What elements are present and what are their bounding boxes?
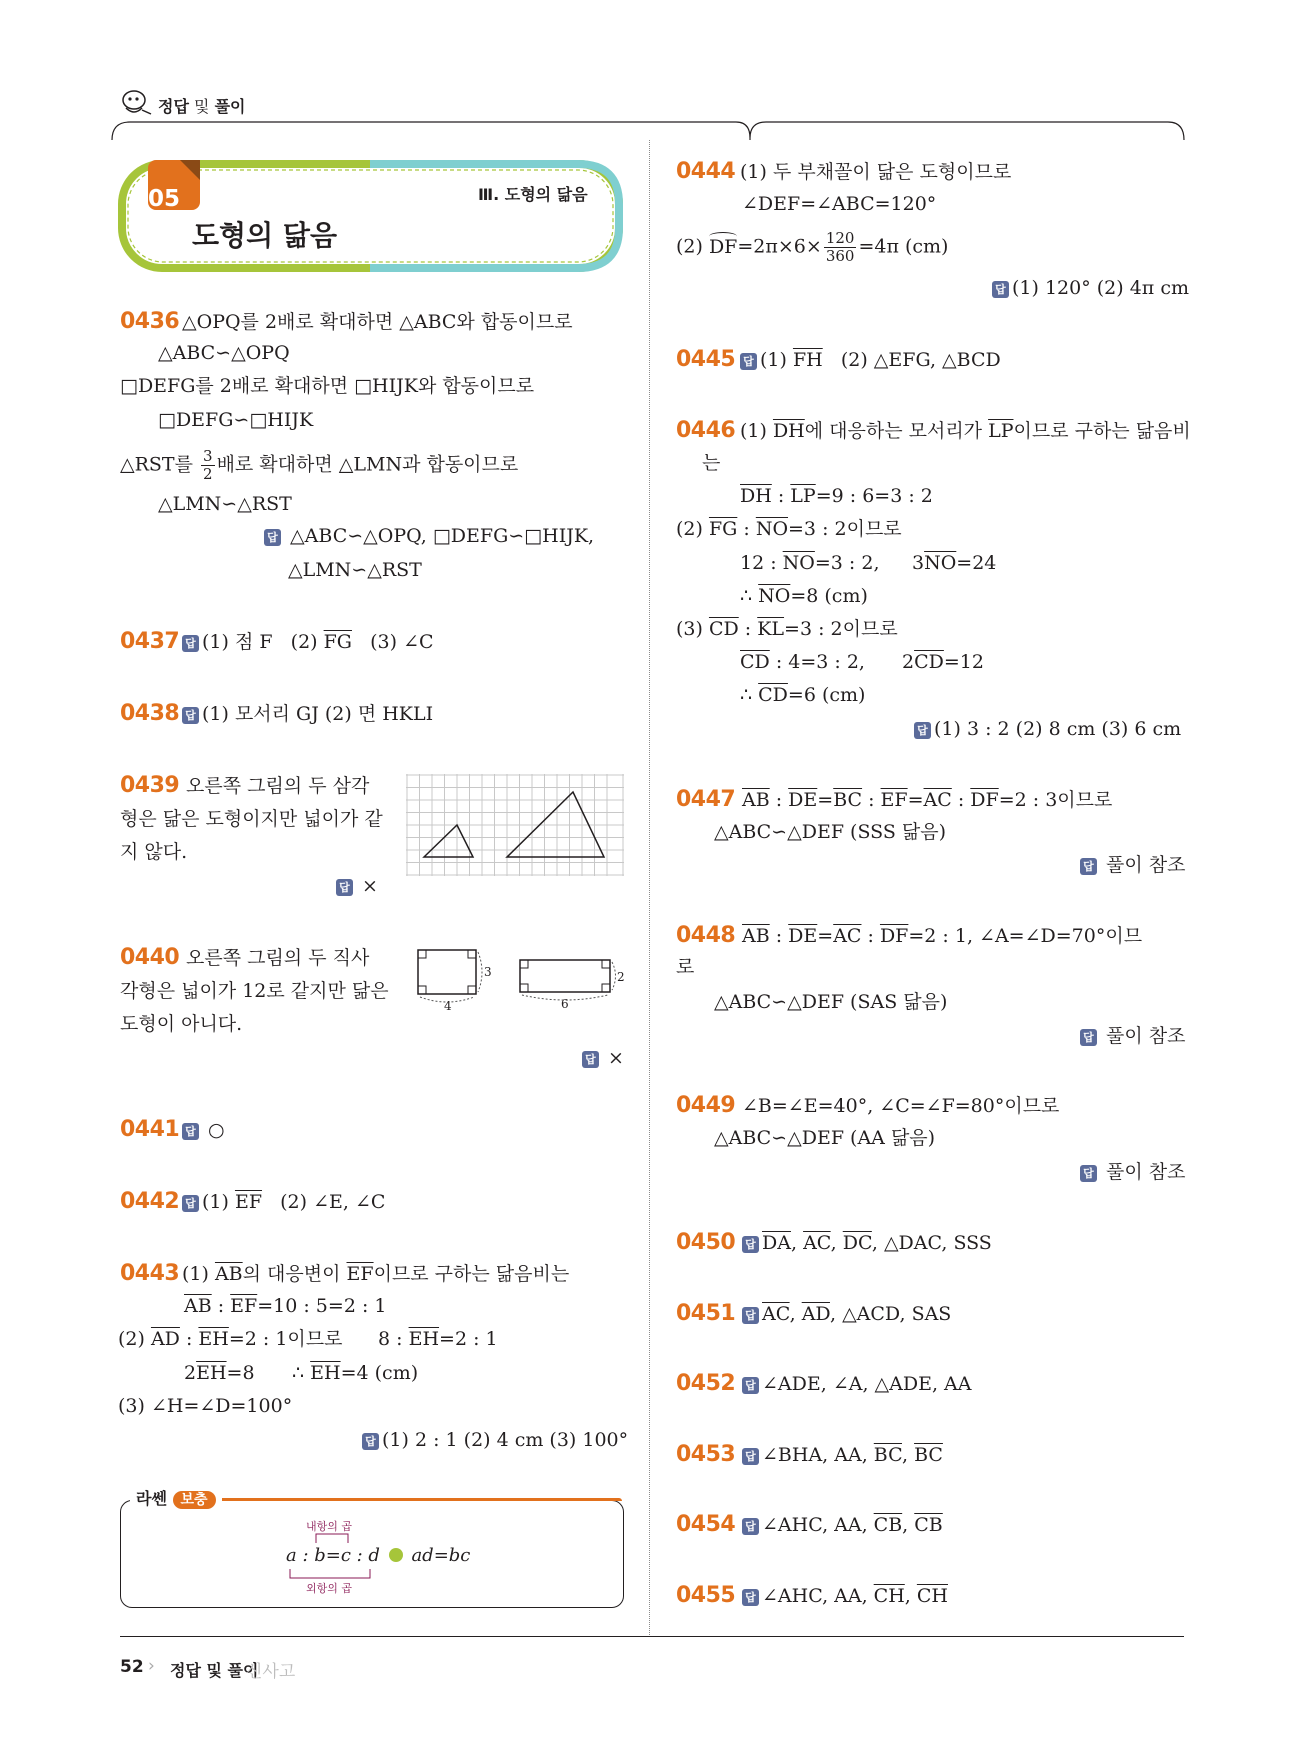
text-line: (2) DF=2π×6× $\frac{120}{360}$ =4π (cm) xyxy=(676,229,949,265)
text-line: 각형은 넓이가 12로 같지만 닮은 xyxy=(120,980,389,1002)
answer: 답 (1) 모서리 GJ (2) 면 HKLI xyxy=(182,702,433,726)
text-line: △ABC∽△DEF (SAS 닮음) xyxy=(714,991,948,1013)
text-line: 도형이 아니다. xyxy=(120,1013,243,1035)
text-line: 12 : $\overline{NO}=3$ : 2, xyxy=(740,552,880,574)
text-line: △ABC∽△DEF (AA 닮음) xyxy=(714,1127,936,1149)
answer-badge: 답 xyxy=(362,1433,379,1450)
answer-badge: 답 xyxy=(742,1307,759,1324)
header-title: 정답 및 풀이 xyxy=(158,97,246,116)
problem-number-0441: 0441 xyxy=(120,1117,180,1142)
problem-number-0445: 0445 xyxy=(676,347,736,372)
answer-badge: 답 xyxy=(740,353,757,370)
answer: 답 풀이 참조 xyxy=(1080,1160,1186,1184)
answer: 답 ∠AHC, AA, $\overline{CB}$, $\overline{CB}$ xyxy=(742,1513,943,1537)
header-rule xyxy=(110,118,1190,142)
text-line: (2) $\overline{FG}$ : $\overline{NO}=3$ : 2이므로 xyxy=(676,518,902,540)
outer-product-label: 외항의 곱 xyxy=(306,1582,353,1595)
answer-badge: 답 xyxy=(742,1589,759,1606)
section-title: 도형의 닮음 xyxy=(192,219,337,252)
text-line: △ABC∽△OPQ xyxy=(158,342,290,364)
text-line: 는 xyxy=(702,452,721,474)
problem-number-0442: 0442 xyxy=(120,1189,180,1214)
problem-number-0437: 0437 xyxy=(120,629,180,654)
answer: 답 (1) 3 : 2 (2) 8 cm (3) 6 cm xyxy=(914,717,1181,741)
bracket-top xyxy=(296,1532,376,1544)
problem-number-0446: 0446 xyxy=(676,418,736,443)
text-line: $2\overline{EH}=8$ xyxy=(184,1362,255,1384)
answer: 답 × xyxy=(582,1046,624,1070)
text-line: (2) $\overline{AD}$ : $\overline{EH}=2$ : 1이므로 xyxy=(118,1328,343,1350)
text-line: ∠DEF=∠ABC=120° xyxy=(742,193,937,215)
text-line: ∴ $\overline{EH}=4$ (cm) xyxy=(292,1362,419,1384)
section-number: 05 xyxy=(148,186,181,212)
chevron-right-icon: › xyxy=(148,1656,155,1676)
footer-watermark: 신사고 xyxy=(246,1662,296,1682)
answer-badge: 답 xyxy=(182,707,199,724)
answer: 답 풀이 참조 xyxy=(1080,853,1186,877)
dimension-label: 4 xyxy=(444,999,452,1013)
problem-number-0454: 0454 xyxy=(676,1512,736,1537)
problem-number-0448: 0448 xyxy=(676,923,736,948)
text-line: △ABC∽△DEF (SSS 닮음) xyxy=(714,821,946,843)
answer: 답 × xyxy=(336,874,378,898)
footer-rule xyxy=(120,1636,1184,1637)
answer-badge: 답 xyxy=(182,1123,199,1140)
text-line: $\overline{AB}$ : $\overline{DE}=\overline{BC}$ : $\overline{EF}=\overline{AC}$ : $\overline{DF}=2$ : 3이므로 xyxy=(742,789,1113,811)
answer: 답 $\overline{AC}$, $\overline{AD}$, △ACD, SAS xyxy=(742,1302,951,1326)
answer: 답 ∠AHC, AA, $\overline{CH}$, $\overline{CH}$ xyxy=(742,1584,948,1608)
answer: 답 $\overline{DA}$, $\overline{AC}$, $\overline{DC}$, △DAC, SSS xyxy=(742,1231,992,1255)
page-number: 52 xyxy=(120,1657,144,1677)
text-line: (3) ∠H=∠D=100° xyxy=(118,1395,293,1417)
problem-number-0443: 0443 xyxy=(120,1261,180,1286)
problem-number-0447: 0447 xyxy=(676,787,736,812)
text-line: $\overline{AB}$ : $\overline{DE}=\overline{AC}$ : $\overline{DF}=2$ : 1, ∠A=∠D=70°이므 xyxy=(742,925,1143,947)
problem-number-0451: 0451 xyxy=(676,1301,736,1326)
problem-number-0453: 0453 xyxy=(676,1442,736,1467)
text-line: (1) 두 부채꼴이 닮은 도형이므로 xyxy=(740,161,1012,183)
answer-badge: 답 xyxy=(264,529,281,546)
dimension-label: 3 xyxy=(484,965,492,979)
answer: 답 (1) 점 F (2) $\overline{FG}$ (3) ∠C xyxy=(182,630,434,654)
mascot-icon xyxy=(118,88,152,120)
dimension-label: 6 xyxy=(561,997,569,1011)
text-line: 지 않다. xyxy=(120,841,188,863)
triangle-grid-figure xyxy=(406,774,624,876)
answer: 답 풀이 참조 xyxy=(1080,1024,1186,1048)
problem-number-0440: 0440 xyxy=(120,945,180,970)
answer: 답 (1) $\overline{FH}$ (2) △EFG, △BCD xyxy=(740,348,1001,372)
text-line: △OPQ를 2배로 확대하면 △ABC와 합동이므로 xyxy=(182,311,573,333)
fraction: $\frac{3}{2}$ xyxy=(203,447,213,483)
text-line: 로 xyxy=(676,956,695,978)
answer: 답 ○ xyxy=(182,1118,225,1142)
text-line: (1) $\overline{AB}$의 대응변이 $\overline{EF}$이므로 구하는 닮음비는 xyxy=(182,1263,570,1285)
text-line: 오른쪽 그림의 두 삼각 xyxy=(186,775,370,797)
answer: 답 △ABC∽△OPQ, □DEFG∽□HIJK, xyxy=(264,524,594,548)
text-line: $\overline{AB}$ : $\overline{EF}=10$ : 5=2 : 1 xyxy=(184,1295,387,1317)
problem-number-0449: 0449 xyxy=(676,1093,736,1118)
answer-badge: 답 xyxy=(742,1236,759,1253)
problem-number-0455: 0455 xyxy=(676,1583,736,1608)
text-line: $\overline{CD}$ : 4=3 : 2, xyxy=(740,651,865,673)
problem-number-0438: 0438 xyxy=(120,701,180,726)
answer-badge: 답 xyxy=(992,281,1009,298)
text-line: 형은 닮은 도형이지만 넓이가 같 xyxy=(120,808,383,830)
answer-badge: 답 xyxy=(742,1518,759,1535)
answer-badge: 답 xyxy=(914,722,931,739)
text-line: □DEFG∽□HIJK xyxy=(158,409,314,431)
answer-badge: 답 xyxy=(1080,858,1097,875)
answer-badge: 답 xyxy=(1080,1029,1097,1046)
answer-badge: 답 xyxy=(336,879,353,896)
proportion-formula: a : b=c : d ad=bc xyxy=(286,1545,471,1566)
text-line: $\overline{DH}$ : $\overline{LP}=9$ : 6=3 : 2 xyxy=(740,485,933,507)
text-line: ∴ $\overline{NO}=8$ (cm) xyxy=(740,585,868,607)
footer-text: 정답 및 풀이 xyxy=(170,1661,259,1680)
text-line: (1) $\overline{DH}$에 대응하는 모서리가 $\overline{LP}$이므로 구하는 닮음비 xyxy=(740,420,1191,442)
rectangles-figure xyxy=(412,944,627,1014)
header xyxy=(118,88,418,122)
text-line: △LMN∽△RST xyxy=(158,493,292,515)
answer-badge: 답 xyxy=(1080,1165,1097,1182)
problem-number-0436: 0436 xyxy=(120,309,180,334)
text-line: 오른쪽 그림의 두 직사 xyxy=(186,947,370,969)
dimension-label: 2 xyxy=(617,970,625,984)
fraction: $\frac{120}{360}$ xyxy=(825,229,855,265)
answer: 답 (1) 120° (2) 4π cm xyxy=(992,276,1189,300)
answer-badge: 답 xyxy=(182,635,199,652)
answer: 답 (1) 2 : 1 (2) 4 cm (3) 100° xyxy=(362,1428,628,1452)
arrow-icon xyxy=(389,1548,403,1562)
answer-badge: 답 xyxy=(182,1195,199,1212)
chapter-label: Ⅲ. 도형의 닮음 xyxy=(478,185,588,204)
answer: 답 ∠BHA, AA, $\overline{BC}$, $\overline{BC}$ xyxy=(742,1443,943,1467)
problem-number-0452: 0452 xyxy=(676,1371,736,1396)
text-line: △RST를 $\frac{3}{2}$ 배로 확대하면 △LMN과 합동이므로 xyxy=(120,447,519,483)
answer-badge: 답 xyxy=(742,1448,759,1465)
column-divider xyxy=(649,140,650,1635)
text-line: (3) $\overline{CD}$ : $\overline{KL}=3$ : 2이므로 xyxy=(676,618,898,640)
text-line: ∴ $\overline{CD}=6$ (cm) xyxy=(740,684,866,706)
answer: 답 ∠ADE, ∠A, △ADE, AA xyxy=(742,1372,972,1396)
text-line: □DEFG를 2배로 확대하면 □HIJK와 합동이므로 xyxy=(120,375,535,397)
answer: △LMN∽△RST xyxy=(288,559,422,581)
text-line: $3\overline{NO}=24$ xyxy=(912,552,997,574)
answer: 답 (1) $\overline{EF}$ (2) ∠E, ∠C xyxy=(182,1190,385,1214)
answer-badge: 답 xyxy=(742,1377,759,1394)
text-line: 8 : $\overline{EH}=2$ : 1 xyxy=(378,1328,498,1350)
inner-product-label: 내항의 곱 xyxy=(306,1520,353,1533)
problem-number-0439: 0439 xyxy=(120,773,180,798)
problem-number-0444: 0444 xyxy=(676,159,736,184)
answer-badge: 답 xyxy=(582,1051,599,1068)
text-line: ∠B=∠E=40°, ∠C=∠F=80°이므로 xyxy=(742,1095,1060,1117)
text-line: $2\overline{CD}=12$ xyxy=(902,651,984,673)
supplement-label: 라쎈 보충 xyxy=(130,1486,222,1512)
problem-number-0450: 0450 xyxy=(676,1230,736,1255)
